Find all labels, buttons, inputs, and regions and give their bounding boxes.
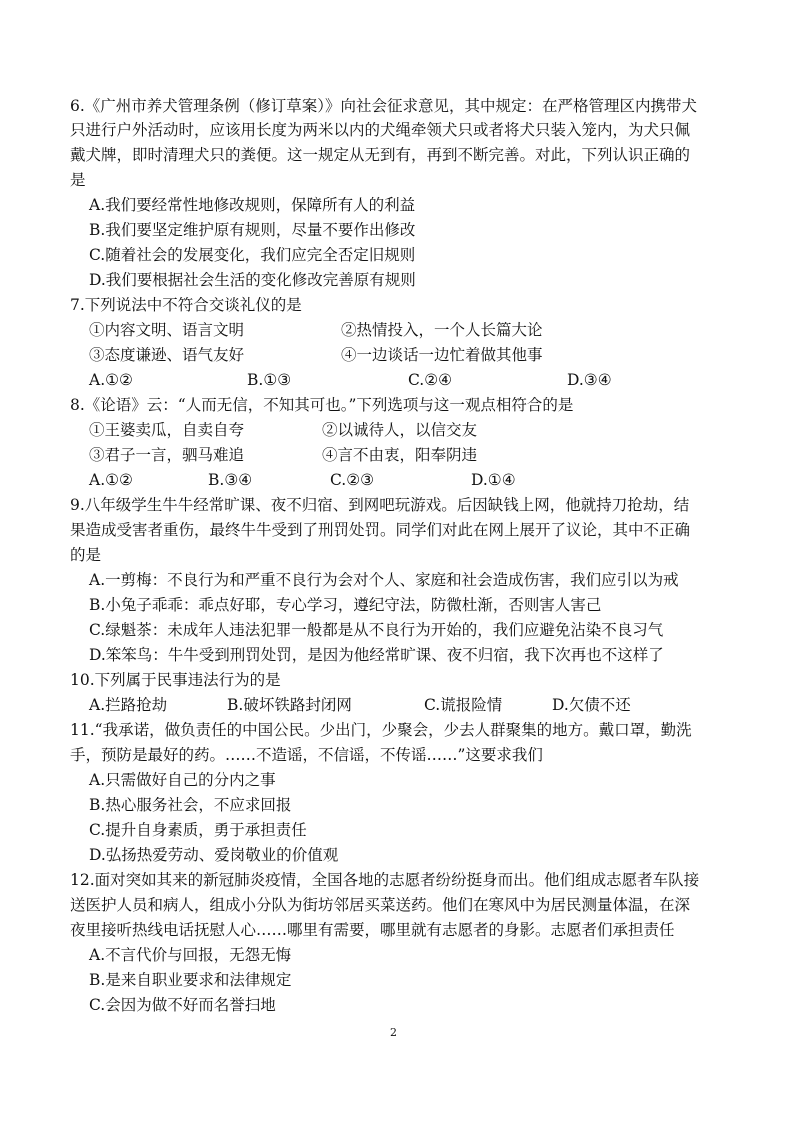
q7-option: D.③④: [567, 371, 612, 389]
q10-option: C.谎报险情: [424, 696, 503, 714]
q6-stem-line: 6.《广州市养犬管理条例（修订草案）》向社会征求意见，其中规定：在严格管理区内携带犬: [70, 97, 698, 115]
q7-item: ④一边谈话一边忙着做其他事: [341, 346, 543, 364]
q9-option: B.小兔子乖乖：乖点好耶，专心学习，遵纪守法，防微杜渐，否则害人害己: [89, 596, 602, 614]
q12-option: B.是来自职业要求和法律规定: [89, 971, 292, 989]
q8-item: ①王婆卖瓜，自卖自夸: [89, 421, 245, 439]
q12-stem-line: 12.面对突如其来的新冠肺炎疫情，全国各地的志愿者纷纷挺身而出。他们组成志愿者车队接: [70, 871, 700, 889]
q11-option: B.热心服务社会，不应求回报: [89, 796, 292, 814]
q8-option: D.①④: [471, 471, 516, 489]
q10-option: A.拦路抢劫: [89, 696, 168, 714]
q8-item: ②以诚待人，以信交友: [322, 421, 478, 439]
q7-option: B.①③: [247, 371, 292, 389]
q9-option: A.一剪梅：不良行为和严重不良行为会对个人、家庭和社会造成伤害，我们应引以为戒: [89, 571, 679, 589]
q8-stem: 8.《论语》云：“人而无信，不知其可也。”下列选项与这一观点相符合的是: [70, 396, 574, 414]
q9-stem-line: 9.八年级学生牛牛经常旷课、夜不归宿、到网吧玩游戏。后因缺钱上网，他就持刀抢劫，结: [70, 496, 690, 514]
q12-option: C.会因为做不好而名誉扫地: [89, 996, 276, 1014]
q8-item: ③君子一言，驷马难追: [89, 446, 245, 464]
q12-stem-line: 夜里接听热线电话抚慰人心……哪里有需要，哪里就有志愿者的身影。志愿者们承担责任: [70, 921, 675, 939]
q8-option: C.②③: [330, 471, 375, 489]
q10-stem: 10.下列属于民事违法行为的是: [70, 671, 281, 689]
q11-option: A.只需做好自己的分内之事: [89, 771, 276, 789]
q6-stem-line: 戴犬牌，即时清理犬只的粪便。这一规定从无到有，再到不断完善。对此，下列认识正确的: [70, 146, 691, 164]
q7-option: A.①②: [89, 371, 133, 389]
q6-option: D.我们要根据社会生活的变化修改完善原有规则: [89, 271, 416, 289]
q6-option: B.我们要坚定维护原有规则，尽量不要作出修改: [89, 221, 416, 239]
q7-item: ②热情投入，一个人长篇大论: [341, 321, 543, 339]
q9-stem-line: 果造成受害者重伤，最终牛牛受到了刑罚处罚。同学们对此在网上展开了议论，其中不正确: [70, 521, 691, 539]
q11-option: C.提升自身素质，勇于承担责任: [89, 821, 307, 839]
q6-option: A.我们要经常性地修改规则，保障所有人的利益: [89, 196, 416, 214]
q11-option: D.弘扬热爱劳动、爱岗敬业的价值观: [89, 846, 339, 864]
q8-option: A.①②: [89, 471, 133, 489]
q12-option: A.不言代价与回报，无怨无悔: [89, 946, 292, 964]
q11-stem-line: 手，预防是最好的药。……不造谣，不信谣，不传谣……”这要求我们: [70, 746, 543, 764]
q7-stem: 7.下列说法中不符合交谈礼仪的是: [70, 296, 302, 314]
q9-stem-line: 的是: [70, 546, 102, 564]
q6-option: C.随着社会的发展变化，我们应完全否定旧规则: [89, 246, 416, 264]
q10-option: D.欠债不还: [552, 696, 631, 714]
q11-stem-line: 11.“我承诺，做负责任的中国公民。少出门，少聚会，少去人群聚集的地方。戴口罩，勤洗: [70, 721, 692, 739]
q9-option: D.笨笨鸟：牛牛受到刑罚处罚，是因为他经常旷课、夜不归宿，我下次再也不这样了: [89, 646, 664, 664]
q6-stem-line: 只进行户外活动时，应该用长度为两米以内的犬绳牵领犬只或者将犬只装入笼内，为犬只佩: [70, 121, 691, 139]
q10-option: B.破坏铁路封闭网: [227, 696, 352, 714]
q7-item: ③态度谦逊、语气友好: [89, 346, 245, 364]
q8-item: ④言不由衷，阳奉阴违: [322, 446, 478, 464]
page-number: 2: [390, 1026, 397, 1039]
q6-stem-line: 是: [70, 171, 86, 189]
q12-stem-line: 送医护人员和病人，组成小分队为街坊邻居买菜送药。他们在寒风中为居民测量体温，在深: [70, 896, 691, 914]
q7-item: ①内容文明、语言文明: [89, 321, 245, 339]
q8-option: B.③④: [208, 471, 253, 489]
q7-option: C.②④: [408, 371, 453, 389]
q9-option: C.绿魁茶：未成年人违法犯罪一般都是从不良行为开始的，我们应避免沾染不良习气: [89, 621, 664, 639]
